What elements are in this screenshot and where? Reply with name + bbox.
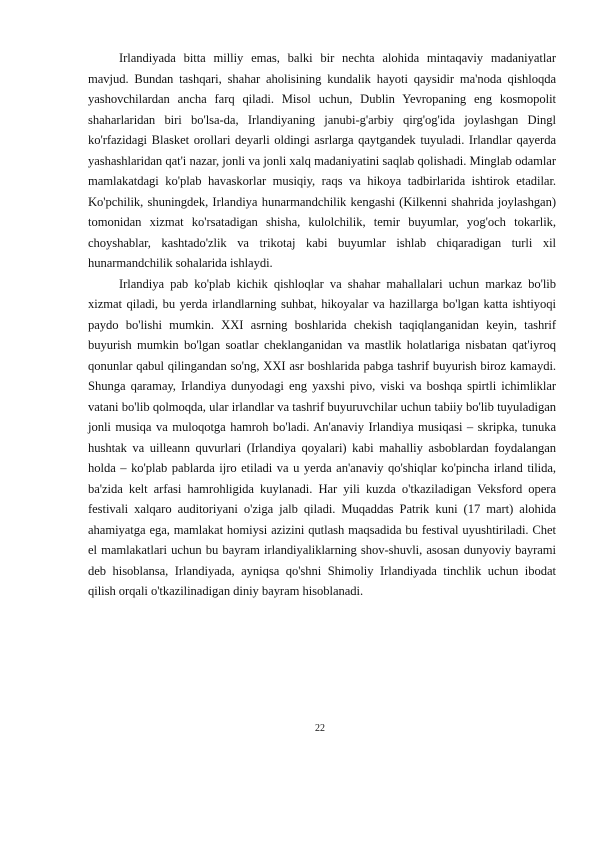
paragraph-1: Irlandiyada bitta milliy emas, balki bir nechta alohida mintaqaviy madaniyatlar mavjud. Bundan tashqari, shahar aholisining kundalik hayoti qaysidir ma'noda qishloqda yashovchilardan ancha farq qiladi. Misol uchun, Dublin Yevropaning eng kosmopolit shaharlaridan biri bo'lsa-da, Irlandiyaning janubi-g'arbiy qirg'og'ida joylashgan Dingl ko'rfazidagi Blasket orollari deyarli oldingi asrlarga qaytgandek tuyuladi. Irlandlar qayerda yashashlaridan qat'i nazar, jonli va jonli xalq madaniyatini saqlab qolishadi. Minglab odamlar mamlakatdagi ko'plab havaskorlar musiqiy, raqs va hikoya tadbirlarida ishtirok etadilar. Ko'pchilik, shuningdek, Irlandiya hunarmandchilik kengashi (Kilkenni shahrida joylashgan) tomonidan xizmat ko'rsatadigan shisha, kulolchilik, temir buyumlar, yog'och tokarlik, choyshablar, kashtado'zlik va trikotaj kabi buyumlar ishlab chiqaradigan turli xil hunarmandchilik sohalarida ishlaydi.	[88, 51, 556, 270]
page-number: 22	[315, 723, 325, 734]
paragraph-2: Irlandiya pab ko'plab kichik qishloqlar va shahar mahallalari uchun markaz bo'lib xizmat qiladi, bu yerda irlandlarning suhbat, hikoyalar va hazillarga bo'lgan katta ishtiyoqi paydo bo'lishi mumkin. XXI asrning boshlarida chekish taqiqlanganidan keyin, tashrif buyurish mumkin bo'lgan soatlar cheklanganidan va mastlik holatlariga nisbatan qat'iyroq qonunlar qabul qilingandan so'ng, XXI asr boshlarida pabga tashrif buyurish biroz kamaydi. Shunga qaramay, Irlandiya dunyodagi eng yaxshi pivo, viski va boshqa spirtli ichimliklar vatani bo'lib qolmoqda, ular irlandlar va tashrif buyuruvchilar uchun tabiiy bo'lib tuyuladigan jonli musiqa va muloqotga hamroh bo'ladi. An'anaviy Irlandiya musiqasi – skripka, tunuka hushtak va uilleann quvurlari (Irlandiya qoyalari) kabi mahalliy asboblardan foydalangan holda – ko'plab pablarda ijro etiladi va u yerda an'anaviy qo'shiqlar ko'pincha irland tilida, ba'zida kelt arfasi hamrohligida kuylanadi. Har yili kuzda o'tkaziladigan Veksford opera festivali xalqaro auditoriyani o'ziga jalb qiladi. Muqaddas Patrik kuni (17 mart) alohida ahamiyatga ega, mamlakat homiysi azizini qutlash maqsadida bu festival uyushtiriladi. Chet el mamlakatlari uchun bu bayram irlandiyaliklarning shov-shuvli, asosan dunyoviy bayrami deb hisoblansa, Irlandiyada, ayniqsa qo'shni Shimoliy Irlandiyada tinchlik uchun ibodat qilish orqali o'tkazilinadigan diniy bayram hisoblanadi.	[88, 276, 556, 598]
body-text	[88, 48, 556, 602]
